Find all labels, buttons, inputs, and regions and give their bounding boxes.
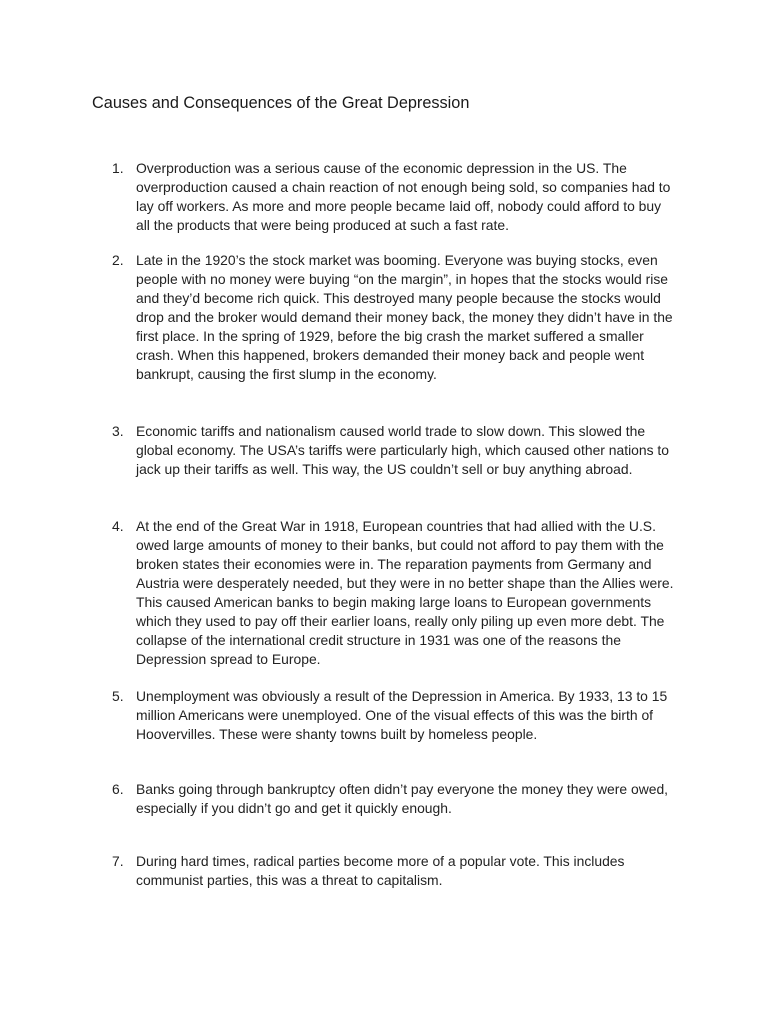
list-item-text: Banks going through bankruptcy often didn’t pay everyone the money they were owed, especially if you didn’t go and get it quickly enough. <box>136 781 669 816</box>
list-item-text: Late in the 1920’s the stock market was booming. Everyone was buying stocks, even people with no money were buying “on the margin”, in hopes that the stocks would rise and they’d become rich quick. This destroyed many people because the stocks would drop and the broker would demand their money back, the money they didn’t have in the first place. In the spring of 1929, before the big crash the market suffered a smaller crash. When this happened, brokers demanded their money back and people went bankrupt, causing the first slump in the economy. <box>136 252 673 382</box>
list-item-text: Unemployment was obviously a result of the Depression in America. By 1933, 13 to 15 million Americans were unemployed. One of the visual effects of this was the birth of Hoovervilles. These were shanty towns built by homeless people. <box>136 688 668 742</box>
document-title: Causes and Consequences of the Great Depression <box>92 94 470 112</box>
list-item-number: 1. <box>112 160 124 176</box>
list-item-number: 6. <box>112 781 124 797</box>
list-item-number: 3. <box>112 423 124 439</box>
list-item-number: 4. <box>112 518 124 534</box>
list-item-text: During hard times, radical parties become more of a popular vote. This includes communist parties, this was a threat to capitalism. <box>136 853 625 888</box>
list-item-number: 7. <box>112 853 124 869</box>
list-item-number: 5. <box>112 688 124 704</box>
list-item-text: Economic tariffs and nationalism caused world trade to slow down. This slowed the global economy. The USA’s tariffs were particularly high, which caused other nations to jack up their tariffs as well. This way, the US couldn’t sell or buy anything abroad. <box>136 423 670 477</box>
list-item-text: At the end of the Great War in 1918, European countries that had allied with the U.S. owed large amounts of money to their banks, but could not afford to pay them with the broken states their economies were in. The reparation payments from Germany and Austria were desperately needed, but they were in no better shape than the Allies were. This caused American banks to begin making large loans to European governments which they used to pay off their earlier loans, really only piling up even more debt. The collapse of the international credit structure in 1931 was one of the reasons the Depression spread to Europe. <box>136 518 674 667</box>
list-item-number: 2. <box>112 252 124 268</box>
list-item-text: Overproduction was a serious cause of the economic depression in the US. The overproduction caused a chain reaction of not enough being sold, so companies had to lay off workers. As more and more people became laid off, nobody could afford to buy all the products that were being produced at such a fast rate. <box>136 160 671 233</box>
